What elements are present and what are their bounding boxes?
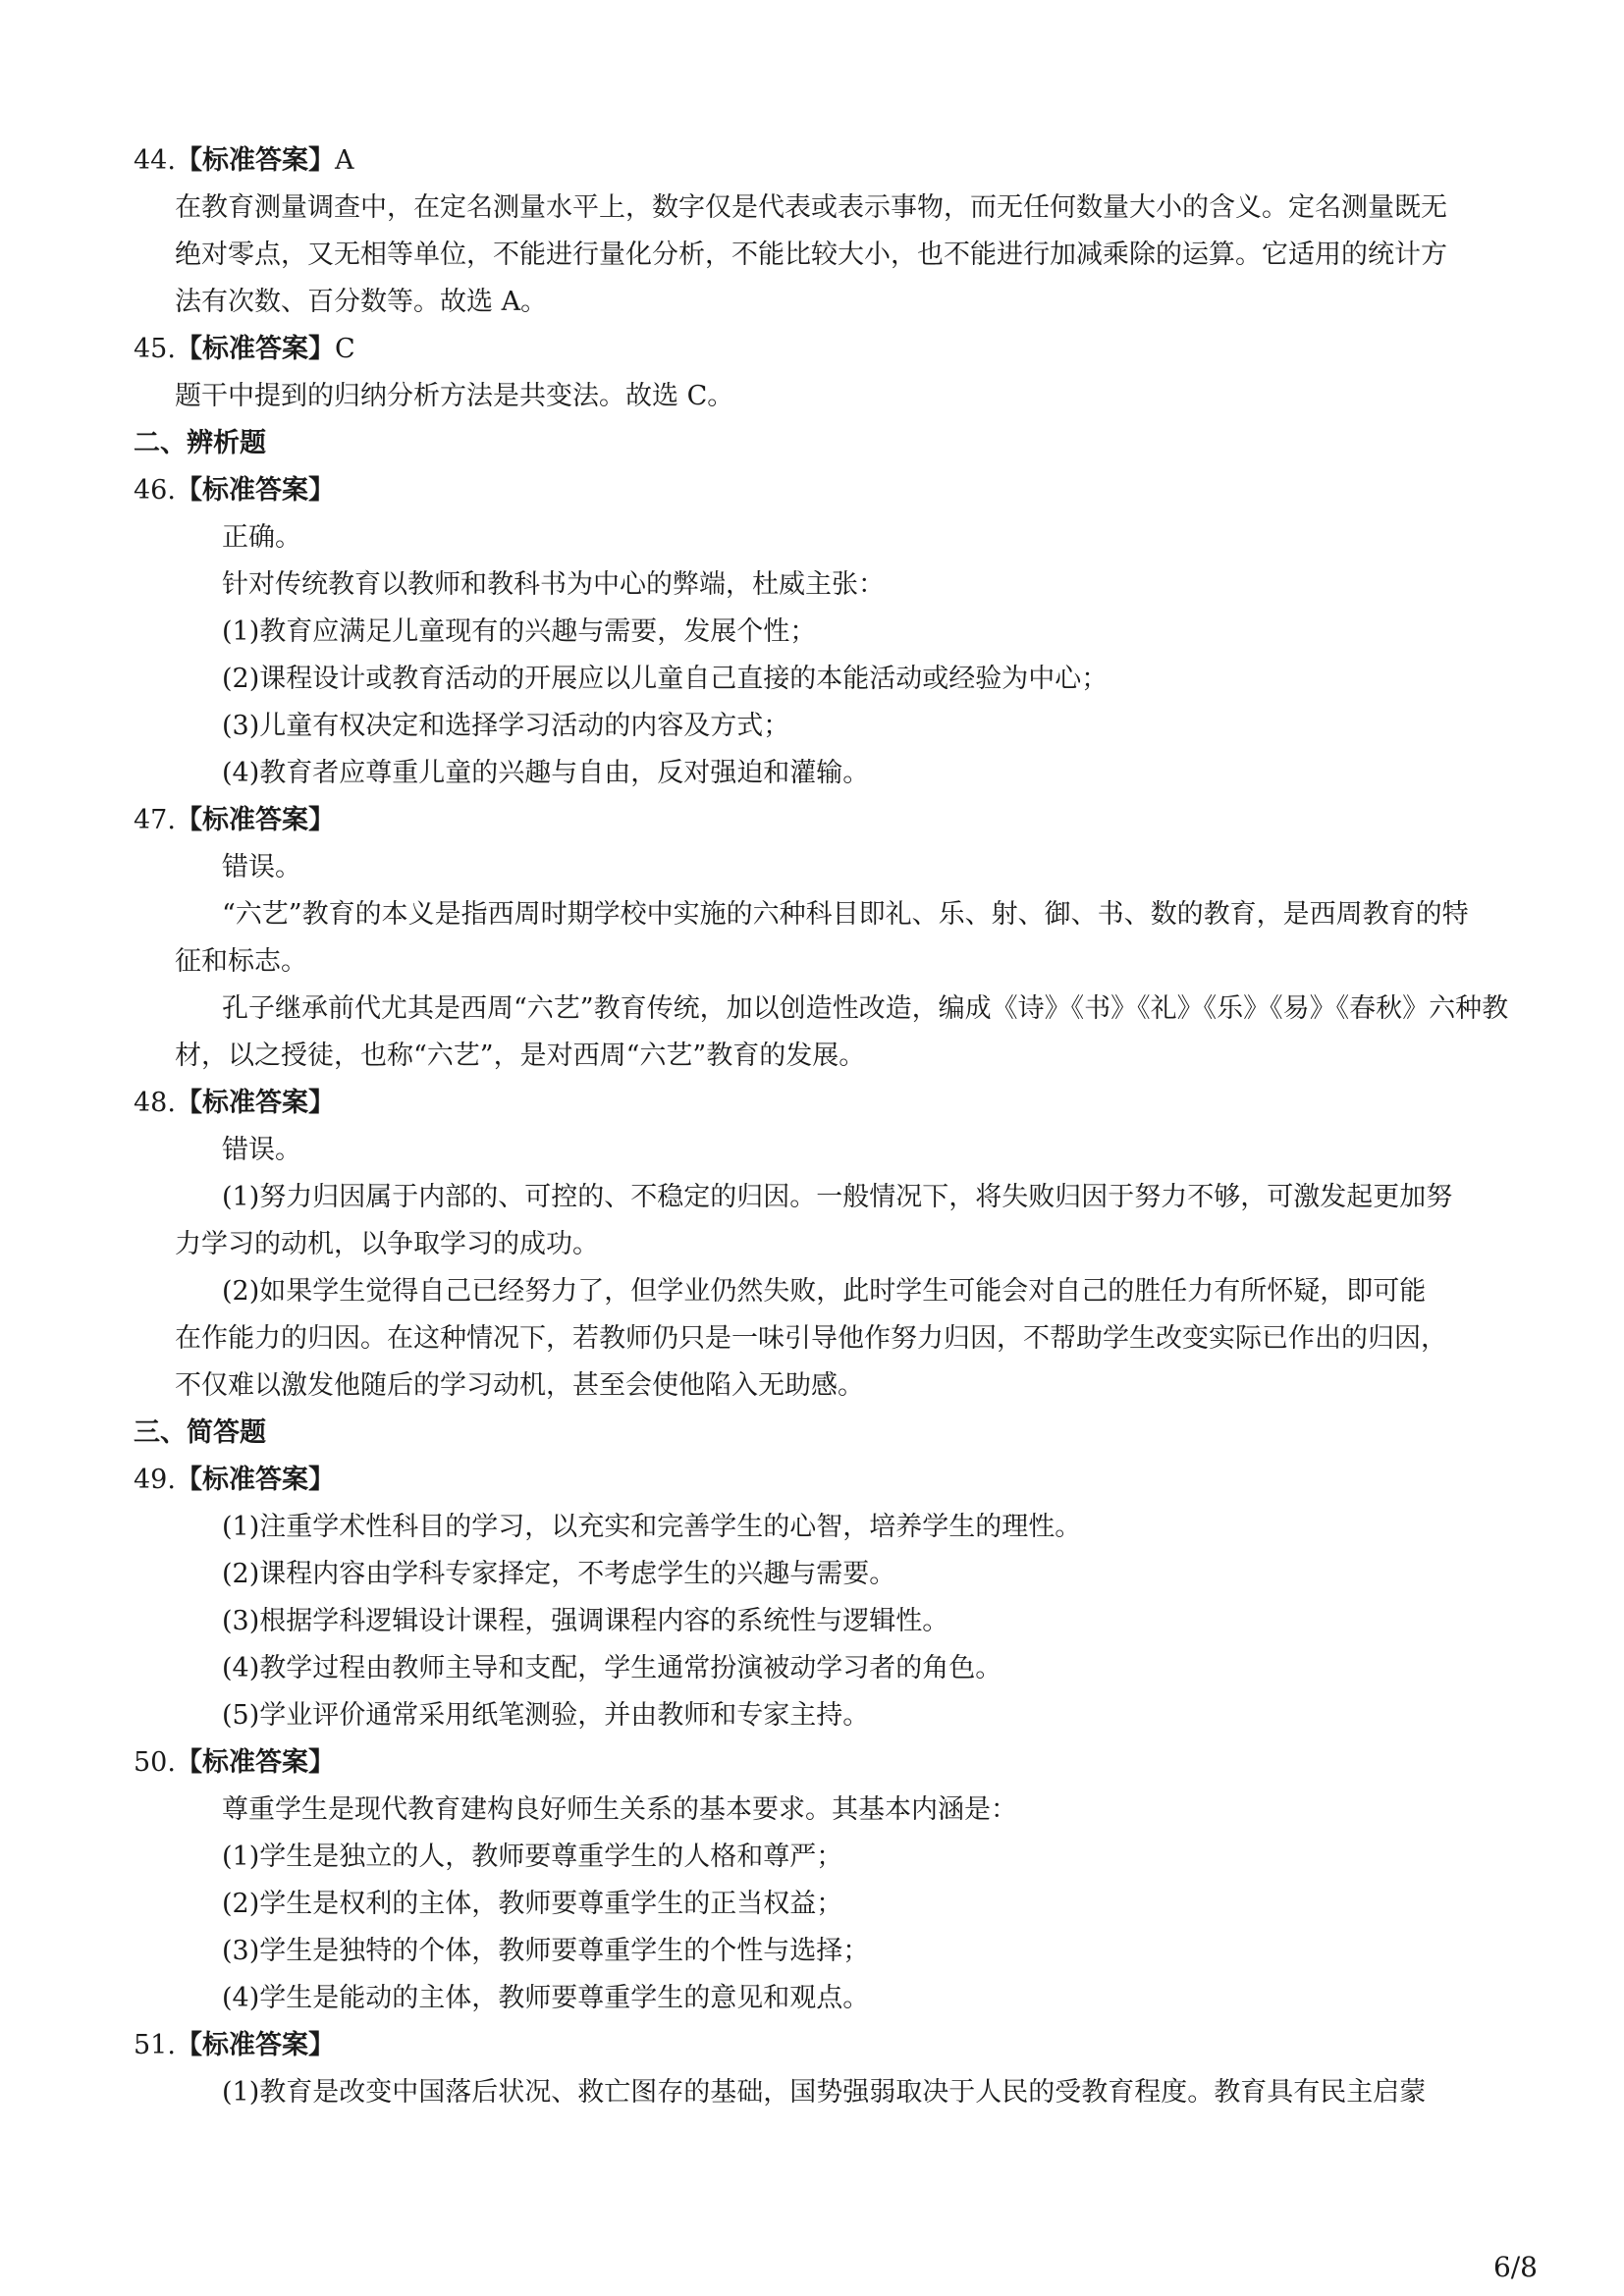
answer-heading <box>134 1739 1496 1787</box>
paragraph-line: 在作能力的归因。在这种情况下，若教师仍只是一味引导他作努力归因，不帮助学生改变实际已作出的归因， <box>175 1323 1447 1354</box>
answer-heading <box>134 137 1496 185</box>
paragraph-line: (4)教学过程由教师主导和支配，学生通常扮演被动学习者的角色。 <box>222 1653 1002 1683</box>
paragraph-line: 错误。 <box>222 1135 301 1165</box>
answer-tag: 【标准答案】 <box>175 145 335 176</box>
paragraph-line: (1)努力归因属于内部的、可控的、不稳定的归因。一般情况下，将失败归因于努力不够，可激发起更加努 <box>222 1182 1453 1212</box>
answer-heading <box>134 1080 1496 1127</box>
paragraph-line: 材，以之授徒，也称“六艺”，是对西周“六艺”教育的发展。 <box>175 1041 866 1071</box>
paragraph-line: 不仅难以激发他随后的学习动机，甚至会使他陷入无助感。 <box>175 1370 864 1401</box>
paragraph-line: 正确。 <box>222 522 301 553</box>
answer-heading <box>134 2022 1496 2069</box>
paragraph-line: 针对传统教育以教师和教科书为中心的弊端，杜威主张： <box>222 569 885 600</box>
document-body <box>128 137 1509 2116</box>
question-number: 45. <box>134 334 176 364</box>
answer-heading <box>134 1457 1496 1504</box>
answer-tag: 【标准答案】 <box>175 805 335 835</box>
question-number: 48. <box>134 1088 176 1118</box>
paragraph-line: (1)教育是改变中国落后状况、救亡图存的基础，国势强弱取决于人民的受教育程度。教育具有民主启蒙 <box>222 2077 1427 2108</box>
answer-tag: 【标准答案】 <box>175 1088 335 1118</box>
paragraph-line: (1)学生是独立的人，教师要尊重学生的人格和尊严； <box>222 1842 843 1872</box>
paragraph-line: (1)教育应满足儿童现有的兴趣与需要，发展个性； <box>222 616 817 647</box>
question-number: 49. <box>134 1465 176 1495</box>
answer-tag: 【标准答案】 <box>175 2030 335 2060</box>
page-number: 6/8 <box>1492 2251 1538 2283</box>
paragraph-line: 题干中提到的归纳分析方法是共变法。故选 C。 <box>175 381 734 411</box>
question-number: 50. <box>134 1747 176 1778</box>
section-heading: 二、辨析题 <box>134 428 266 458</box>
paragraph-line: (4)学生是能动的主体，教师要尊重学生的意见和观点。 <box>222 1983 870 2013</box>
paragraph-line: (2)课程内容由学科专家择定，不考虑学生的兴趣与需要。 <box>222 1559 896 1589</box>
answer-heading <box>134 467 1496 514</box>
section-heading: 三、简答题 <box>134 1417 266 1448</box>
answer-tag: 【标准答案】 <box>175 1747 335 1778</box>
answer-choice: C <box>334 334 355 364</box>
paragraph-line: (3)学生是独特的个体，教师要尊重学生的个性与选择； <box>222 1936 870 1966</box>
answer-choice: A <box>334 145 354 176</box>
paragraph-line: (2)如果学生觉得自己已经努力了，但学业仍然失败，此时学生可能会对自己的胜任力有所怀疑，即可能 <box>222 1276 1427 1307</box>
paragraph-line: 尊重学生是现代教育建构良好师生关系的基本要求。其基本内涵是： <box>222 1794 1017 1825</box>
paragraph-line: (2)课程设计或教育活动的开展应以儿童自己直接的本能活动或经验为中心； <box>222 664 1109 694</box>
question-number: 44. <box>134 145 176 176</box>
paragraph-line: (3)儿童有权决定和选择学习活动的内容及方式； <box>222 711 790 741</box>
paragraph-line: 绝对零点，又无相等单位，不能进行量化分析，不能比较大小，也不能进行加减乘除的运算。它适用的统计方 <box>175 240 1447 270</box>
question-number: 51. <box>134 2030 176 2060</box>
paragraph-line: (4)教育者应尊重儿童的兴趣与自由，反对强迫和灌输。 <box>222 758 870 788</box>
question-number: 46. <box>134 475 176 506</box>
paragraph-line: 力学习的动机，以争取学习的成功。 <box>175 1229 599 1259</box>
paragraph-line: 错误。 <box>222 852 301 882</box>
paragraph-line: (3)根据学科逻辑设计课程，强调课程内容的系统性与逻辑性。 <box>222 1606 949 1636</box>
paragraph-line: 征和标志。 <box>175 946 307 977</box>
answer-tag: 【标准答案】 <box>175 475 335 506</box>
answer-tag: 【标准答案】 <box>175 334 335 364</box>
paragraph-line: 在教育测量调查中，在定名测量水平上，数字仅是代表或表示事物，而无任何数量大小的含义。定名测量既无 <box>175 192 1447 223</box>
paragraph-line: 孔子继承前代尤其是西周“六艺”教育传统，加以创造性改造，编成《诗》《书》《礼》《乐》《易》《春秋》六种教 <box>222 993 1509 1024</box>
paragraph-line: (2)学生是权利的主体，教师要尊重学生的正当权益； <box>222 1889 843 1919</box>
paragraph-line: 法有次数、百分数等。故选 A。 <box>175 287 548 317</box>
answer-tag: 【标准答案】 <box>175 1465 335 1495</box>
answer-heading <box>134 326 1496 373</box>
paragraph-line: “六艺”教育的本义是指西周时期学校中实施的六种科目即礼、乐、射、御、书、数的教育，是西周教育的特 <box>222 899 1469 930</box>
answer-heading <box>134 797 1496 844</box>
paragraph-line: (1)注重学术性科目的学习，以充实和完善学生的心智，培养学生的理性。 <box>222 1512 1082 1542</box>
paragraph-line: (5)学业评价通常采用纸笔测验，并由教师和专家主持。 <box>222 1700 870 1731</box>
question-number: 47. <box>134 805 176 835</box>
